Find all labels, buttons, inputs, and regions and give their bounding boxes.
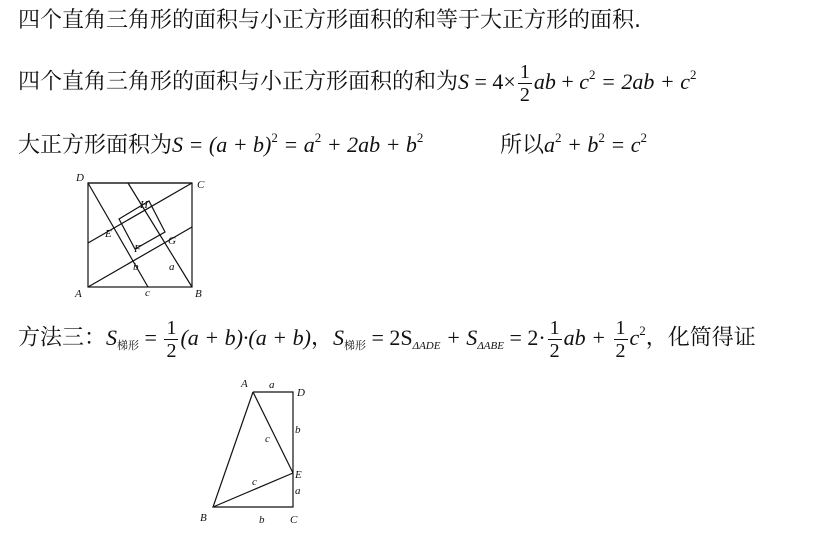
label-A: A	[75, 288, 82, 300]
method-three-line	[18, 318, 756, 361]
label-A: A	[241, 378, 248, 390]
big-square-line	[18, 130, 423, 161]
line-C-side	[88, 183, 192, 243]
label-G: G	[168, 235, 176, 247]
label-C: C	[197, 179, 205, 191]
trapezoid-formula-1: $S_{梯形}$ = $\frac{1}{2}$ (a + b)·(a + b)	[106, 317, 311, 362]
label-B: B	[200, 512, 207, 524]
label-E: E	[105, 228, 112, 240]
statement-line	[18, 6, 641, 36]
figure-trapezoid-diagram	[195, 372, 320, 532]
fraction-half: $\frac{1}{2}$	[519, 61, 530, 106]
conclusion-line	[500, 130, 647, 161]
tail-text: ，化简得证	[645, 325, 756, 351]
label-b-right: b	[295, 424, 301, 436]
separator: ，	[310, 325, 333, 351]
label-a-top: a	[269, 379, 275, 391]
label-C: C	[290, 514, 298, 526]
label-c-low: c	[252, 476, 257, 488]
label-c: c	[145, 287, 150, 299]
line-A-side	[88, 227, 192, 287]
method-three-label: 方法三：	[18, 325, 107, 351]
label-D: D	[76, 172, 84, 184]
line-D-side	[88, 183, 148, 287]
figure-square-diagram	[70, 170, 220, 305]
label-B: B	[195, 288, 202, 300]
label-H: H	[140, 199, 148, 211]
label-b-bottom: b	[259, 514, 265, 526]
label-a-right: a	[295, 485, 301, 497]
big-square-formula: $S = (a + b)^2 = a^2 + 2ab + b^2$	[172, 130, 424, 157]
label-D: D	[297, 387, 305, 399]
area-sum-text: 四个直角三角形的面积与小正方形面积的和为	[18, 69, 459, 95]
segment-AE	[253, 392, 293, 473]
label-E: E	[295, 469, 302, 481]
trapezoid-formula-2: $S_{梯形} = 2S_{\Delta ADE} + S_{\Delta ABE} = 2\cdot$ $\frac{1}{2}$ ab + $\frac{1}{2}$ $c^2$	[332, 317, 646, 362]
statement-text: 四个直角三角形的面积与小正方形面积的和等于大正方形的面积.	[18, 8, 641, 33]
label-b: b	[133, 261, 139, 273]
big-square-text: 大正方形面积为	[18, 133, 173, 158]
area-sum-formula: S = 4× $\frac{1}{2}$ ab + $c^2 = 2ab + c^2$	[458, 61, 697, 106]
conclusion-formula: $a^2 + b^2 = c^2$	[544, 130, 647, 157]
label-a: a	[169, 261, 175, 273]
label-c-mid: c	[265, 433, 270, 445]
conclusion-text: 所以	[500, 133, 545, 158]
label-F: F	[134, 243, 141, 255]
area-sum-line	[18, 62, 697, 105]
